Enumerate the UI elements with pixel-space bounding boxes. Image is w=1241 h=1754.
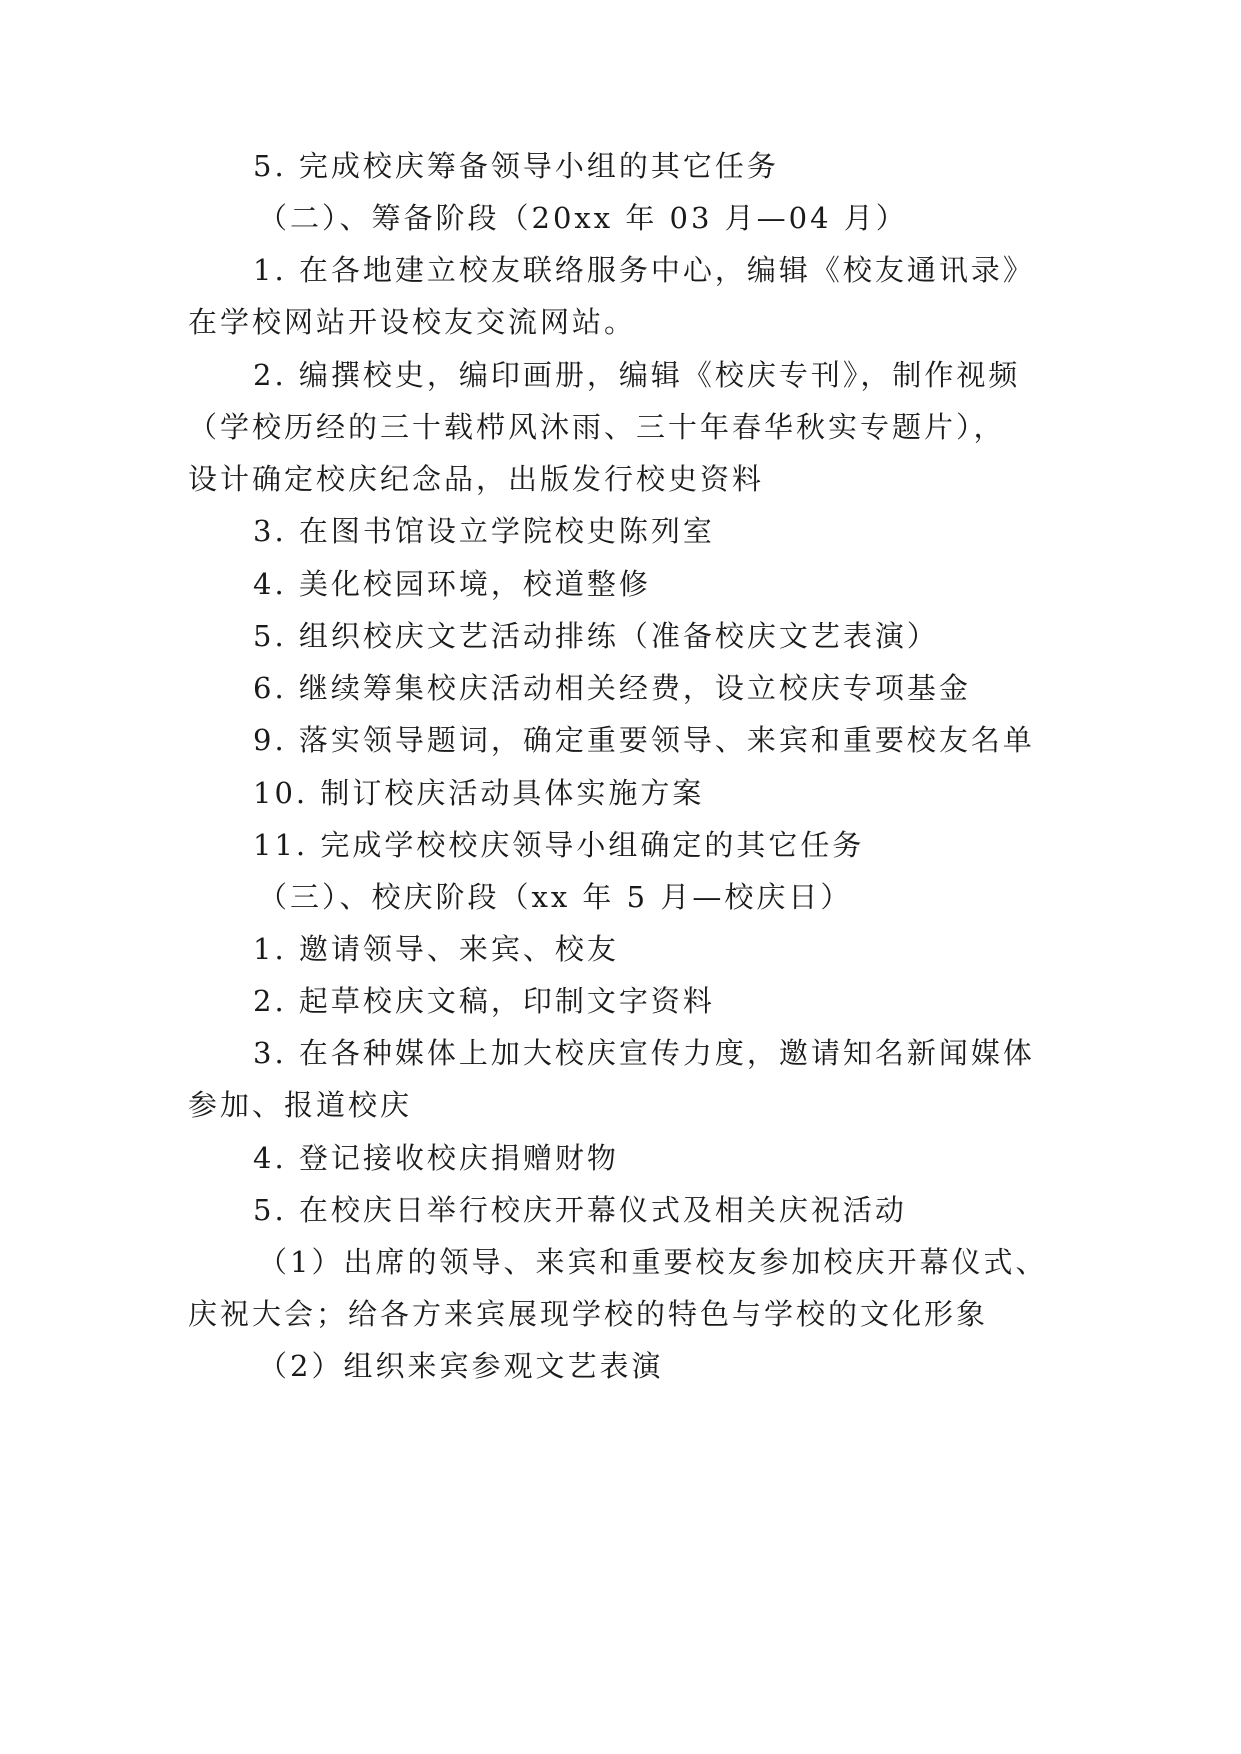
list-item: 2. 编撰校史，编印画册，编辑《校庆专刊》，制作视频: [253, 358, 1021, 392]
list-item-continuation: （学校历经的三十载栉风沐雨、三十年春华秋实专题片），: [188, 410, 1006, 444]
list-item: 5. 组织校庆文艺活动排练（准备校庆文艺表演）: [253, 619, 939, 653]
list-item-continuation: 在学校网站开设校友交流网站。: [188, 305, 637, 339]
list-item: 1. 在各地建立校友联络服务中心，编辑《校友通讯录》: [253, 253, 1035, 287]
list-item: 5. 完成校庆筹备领导小组的其它任务: [253, 149, 779, 183]
list-item: 11. 完成学校校庆领导小组确定的其它任务: [253, 828, 865, 862]
section-heading: （二）、筹备阶段（20xx 年 03 月—04 月）: [258, 201, 908, 235]
list-item-continuation: 参加、报道校庆: [188, 1088, 413, 1122]
list-item: 1. 邀请领导、来宾、校友: [253, 932, 619, 966]
sub-item-continuation: 庆祝大会；给各方来宾展现学校的特色与学校的文化形象: [188, 1297, 989, 1331]
list-item: 3. 在图书馆设立学院校史陈列室: [253, 514, 715, 548]
list-item: 4. 美化校园环境，校道整修: [253, 567, 651, 601]
list-item: 2. 起草校庆文稿，印制文字资料: [253, 984, 715, 1018]
list-item: 10. 制订校庆活动具体实施方案: [253, 776, 705, 810]
sub-item: （2）组织来宾参观文艺表演: [258, 1349, 664, 1383]
list-item: 3. 在各种媒体上加大校庆宣传力度，邀请知名新闻媒体: [253, 1036, 1035, 1070]
section-heading: （三）、校庆阶段（xx 年 5 月—校庆日）: [258, 880, 853, 914]
list-item: 4. 登记接收校庆捐赠财物: [253, 1141, 619, 1175]
list-item: 6. 继续筹集校庆活动相关经费，设立校庆专项基金: [253, 671, 971, 705]
list-item: 9. 落实领导题词，确定重要领导、来宾和重要校友名单: [253, 723, 1035, 757]
list-item-continuation: 设计确定校庆纪念品，出版发行校史资料: [188, 462, 765, 496]
sub-item: （1）出席的领导、来宾和重要校友参加校庆开幕仪式、: [258, 1245, 1048, 1279]
list-item: 5. 在校庆日举行校庆开幕仪式及相关庆祝活动: [253, 1193, 907, 1227]
